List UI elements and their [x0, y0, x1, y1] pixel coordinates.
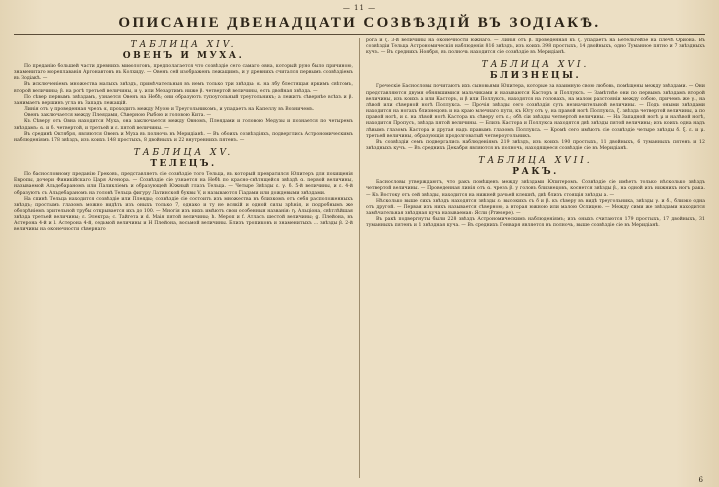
table-heading: ТАБЛИЦА XVI. [481, 60, 590, 71]
table-heading: ТАБЛИЦА XV. [133, 148, 234, 159]
two-column-body [14, 38, 705, 478]
title-rule [14, 34, 705, 35]
constellation-name: ТЕЛЕЦЪ. [150, 159, 217, 170]
section-gap [14, 234, 353, 236]
body-paragraph: Въ исключеніемъ множества малыхъ звѣздъ, примѣчательныя въ немъ только три звѣзды: α. на лбу блестящая яркимъ свѣтомъ, второй величины; β. на рогѣ третьей величины, и γ. или Мезартимъ ниже β. четвертой величины, есть двойная звѣзда. — [14, 82, 353, 94]
table-heading: ТАБЛИЦА XVII. [478, 156, 593, 167]
section-gap [366, 56, 705, 58]
folio-header: — 11 — [342, 4, 377, 12]
page-title: ОПИСАНІЕ ДВЕНАДЦАТИ СОЗВѢЗДІЙ ВЪ ЗОДІАКѢ. [118, 15, 601, 31]
section-gap [366, 152, 705, 154]
section-gap [14, 144, 353, 146]
body-paragraph: Въ созвѣздіи семъ подвергались наблюденіямъ 219 звѣздъ, изъ коихъ 190 простыхъ, 11 двойныхъ, 6 туманныхъ пятенъ и 12 звѣздныхъ кучъ. — Въ среднихъ Декабря являются въ полночь, находящееся созвѣздіе сіе въ Меридіанѣ. [366, 139, 705, 152]
body-paragraph: рога и ζ. 3-й величины на оконечности южнаго. — Линія отъ β. проведенная къ ζ. упадаетъ на Бетельгейзе на плечѣ Ориона. Въ созвѣздіи Тельца Астрономическія наблюденія 816 звѣздъ, изъ коихъ 398 простыхъ, 14 двойныхъ, одно Туманное пятно и 7 звѣздныхъ кучъ. — Въ среднихъ Ноября, въ полночь находится сіе созвѣздіе въ Меридіанѣ. [366, 38, 705, 56]
body-paragraph: Въ срединѣ Октября, являются Овенъ и Муха въ полночь въ Меридіанѣ. — Въ обоихъ созвѣздіяхъ, подверглись Астрономическимъ наблюденіямъ 178 звѣздъ, изъ коихъ 148 простыхъ, 8 двойныхъ и 22 внутреннихъ пятенъ. — [14, 131, 353, 143]
left-column [14, 38, 353, 478]
constellation-name: РАКЪ. [512, 167, 559, 178]
body-paragraph: На спинѣ Тельца находится созвѣздіе или Плеяды; созвѣздіе сіе состоитъ изъ множества въ близкомъ отъ себя расположенныхъ звѣздъ; простымъ глазомъ можно видѣть изъ оныхъ только 7, однако и ту не всякій и одной силы зрѣнія, и подробнымъ же обозрѣніемъ зрительной трубы открывается ихъ до 100. — Многія изъ нихъ имѣютъ свои особенныя названія: η. Альціона, свѣтлѣйшая звѣзда третьей величины; ε. Электра; с. Тайгета и d. Маія пятой величины; h. Мероп и f. Атласъ шестой величины; g. Плейона, въ Астерона 4-й и l. Астерона 4-й, седьмой величины и H Плейона, восьмой величины. Близъ тропиковъ и знаменитыхъ ... звѣзды β. 2-й величины на оконечности сѣвернаго [14, 196, 353, 233]
table-heading: ТАБЛИЦА XIV. [130, 40, 237, 50]
body-paragraph: Линія отъ γ проведенная чрезъ α, проходитъ между Муою и Треугольникомъ, и упадаетъ на Капеллу въ Возничемъ. [24, 107, 315, 113]
body-paragraph: Къ Сѣверу отъ Овна находится Муха, она заключается между Овномъ, Плеядами и головою Медузы и познается по четыремъ звѣздамъ: α. и δ. четвертой, и третьей и ε. пятой величины. — [14, 119, 353, 131]
constellation-name: ОВЕНЪ И МУХА. [122, 51, 245, 61]
body-paragraph: По баснословному преданію Грековъ, представляетъ сіе созвѣздіе того Тельца, въ который превратился Юпитеръ для похищенія Европы, дочери Финикійскаго Царя Агенора. — Созвѣздіе сіе узнается на Небѣ по красно-свѣтящейся звѣздѣ α. первой величины, называемой Альдебараномъ или Паликліемъ и образующей Южный глазъ Тельца. — Четыре Звѣзды ε. γ. δ. 5-й величины, и ε. 4-й образуютъ съ Альдебараномъ на головѣ Тельца фигуру Латинской буквы V, и называются Гіадами или дождевыми звѣздами. [14, 172, 353, 196]
body-paragraph: Нѣсколько выше сихъ звѣздъ находятся звѣзды ε: высокихъ съ δ и β. къ сѣверу въ видѣ треугольника, звѣзды γ. и δ., блиэко одна отъ другой. — Первая изъ нихъ называется сѣверною, а вторая южною или малою Ослицею. — Между сими же звѣздами находится замѣчательная звѣздная куча называемая: Ясли (Præsepe). — [366, 198, 705, 216]
body-paragraph: Въ ракѣ подвергнуты были 228 звѣздъ Астрономическимъ наблюденіямъ; изъ оныхъ считаются 179 простыхъ, 17 двойныхъ, 31 туманныхъ пятенъ и 1 звѣздная куча. — Въ среднихъ Генваря является въ полночь, выше созвѣздіе сіе въ Меридіанѣ. [366, 217, 705, 229]
body-paragraph: Баснословы утверждаютъ, что ракъ помѣщенъ между звѣздами Юпитеромъ. Созвѣздіе сіе имѣетъ только нѣсколько звѣздъ четвертой величины. — Проведенная линія отъ α. чрезъ β. у головъ близнецовъ, коснется звѣзды β., на одной изъ нижнихъ ногъ рака. — Къ Востоку отъ сей звѣзды, находится на нижней рачьей клешнѣ, двѣ близъ стоящія звѣзды а. — [366, 180, 705, 198]
body-paragraph: По преданію большей части древнихъ миѳологовъ, предполагается что созвѣздіе сего самаго овна, который руно было причиною, знаменитаго мореплаванія Аргонавтовъ въ Колхиду. — Овенъ сей изображенъ лежащимъ, и у древнихъ считался первымъ созвѣздіемъ въ Зодіакѣ. — [14, 64, 353, 82]
section-gap [366, 229, 705, 231]
column-divider [359, 38, 360, 478]
constellation-name: БЛИЗНЕЦЫ. [489, 71, 582, 82]
right-column [366, 38, 705, 478]
body-paragraph: Греческіе Баснословы почитаютъ ихъ сыновьями Юпитера, которые за взаимную свою любовь, помѣщены между звѣздами. — Они представляются двумя обнявшимися мальчиками и называются Касторъ и Поллуксъ. — Замѣтнѣе они по первымъ звѣздамъ второй величины, изъ коихъ а или Касторъ, и β или Поллуксъ, находятся на головахъ, на малом разстояніи между собою, причемъ же γ., на лѣвой или сѣверной ногѣ Поллукса. — Прочія звѣзды сего созвѣздія суть незначительной величины. — Подъ оными звѣздами находится на ногахъ близнецовъ и на краю млечнаго пути, къ Югу отъ γ, на правой ногѣ Поллукса, ζ. звѣзда четвертой величины, а по правой ногѣ, и ε. на лѣвой ногѣ Кастора къ сѣверу отъ ε.; обѣ сіи звѣзды четвертой величины. — На Западной ногѣ μ и налѣвой ногѣ, находится Пропусъ, звѣзда пятой величины. — Близъ Кастора и Поллукса находятся двѣ звѣзды пятой величины; изъ коихъ одна надъ лѣвымъ глазомъ Кастора и другая надъ правымъ глазомъ Поллукса. — Кромѣ сего имѣютъ сіе созвѣздіе четыре звѣзды δ. ξ. ε. и μ. третьей величины, образующія продолговатый четвероугольникъ. [366, 84, 705, 139]
body-paragraph: Овенъ заключается между Плеядами, Сѣверною Рыбою и головою Кита. — [24, 113, 212, 119]
body-paragraph: По сѣвер первымъ звѣздамъ, узнается Овенъ на Небѣ; они образуютъ тупоугольный треугольникъ; а лежитъ сѣвернѣе всѣхъ и β. занимаетъ вершинъ угла въ Западъ лежащій. [14, 94, 353, 106]
page-number: 6 [698, 476, 703, 484]
